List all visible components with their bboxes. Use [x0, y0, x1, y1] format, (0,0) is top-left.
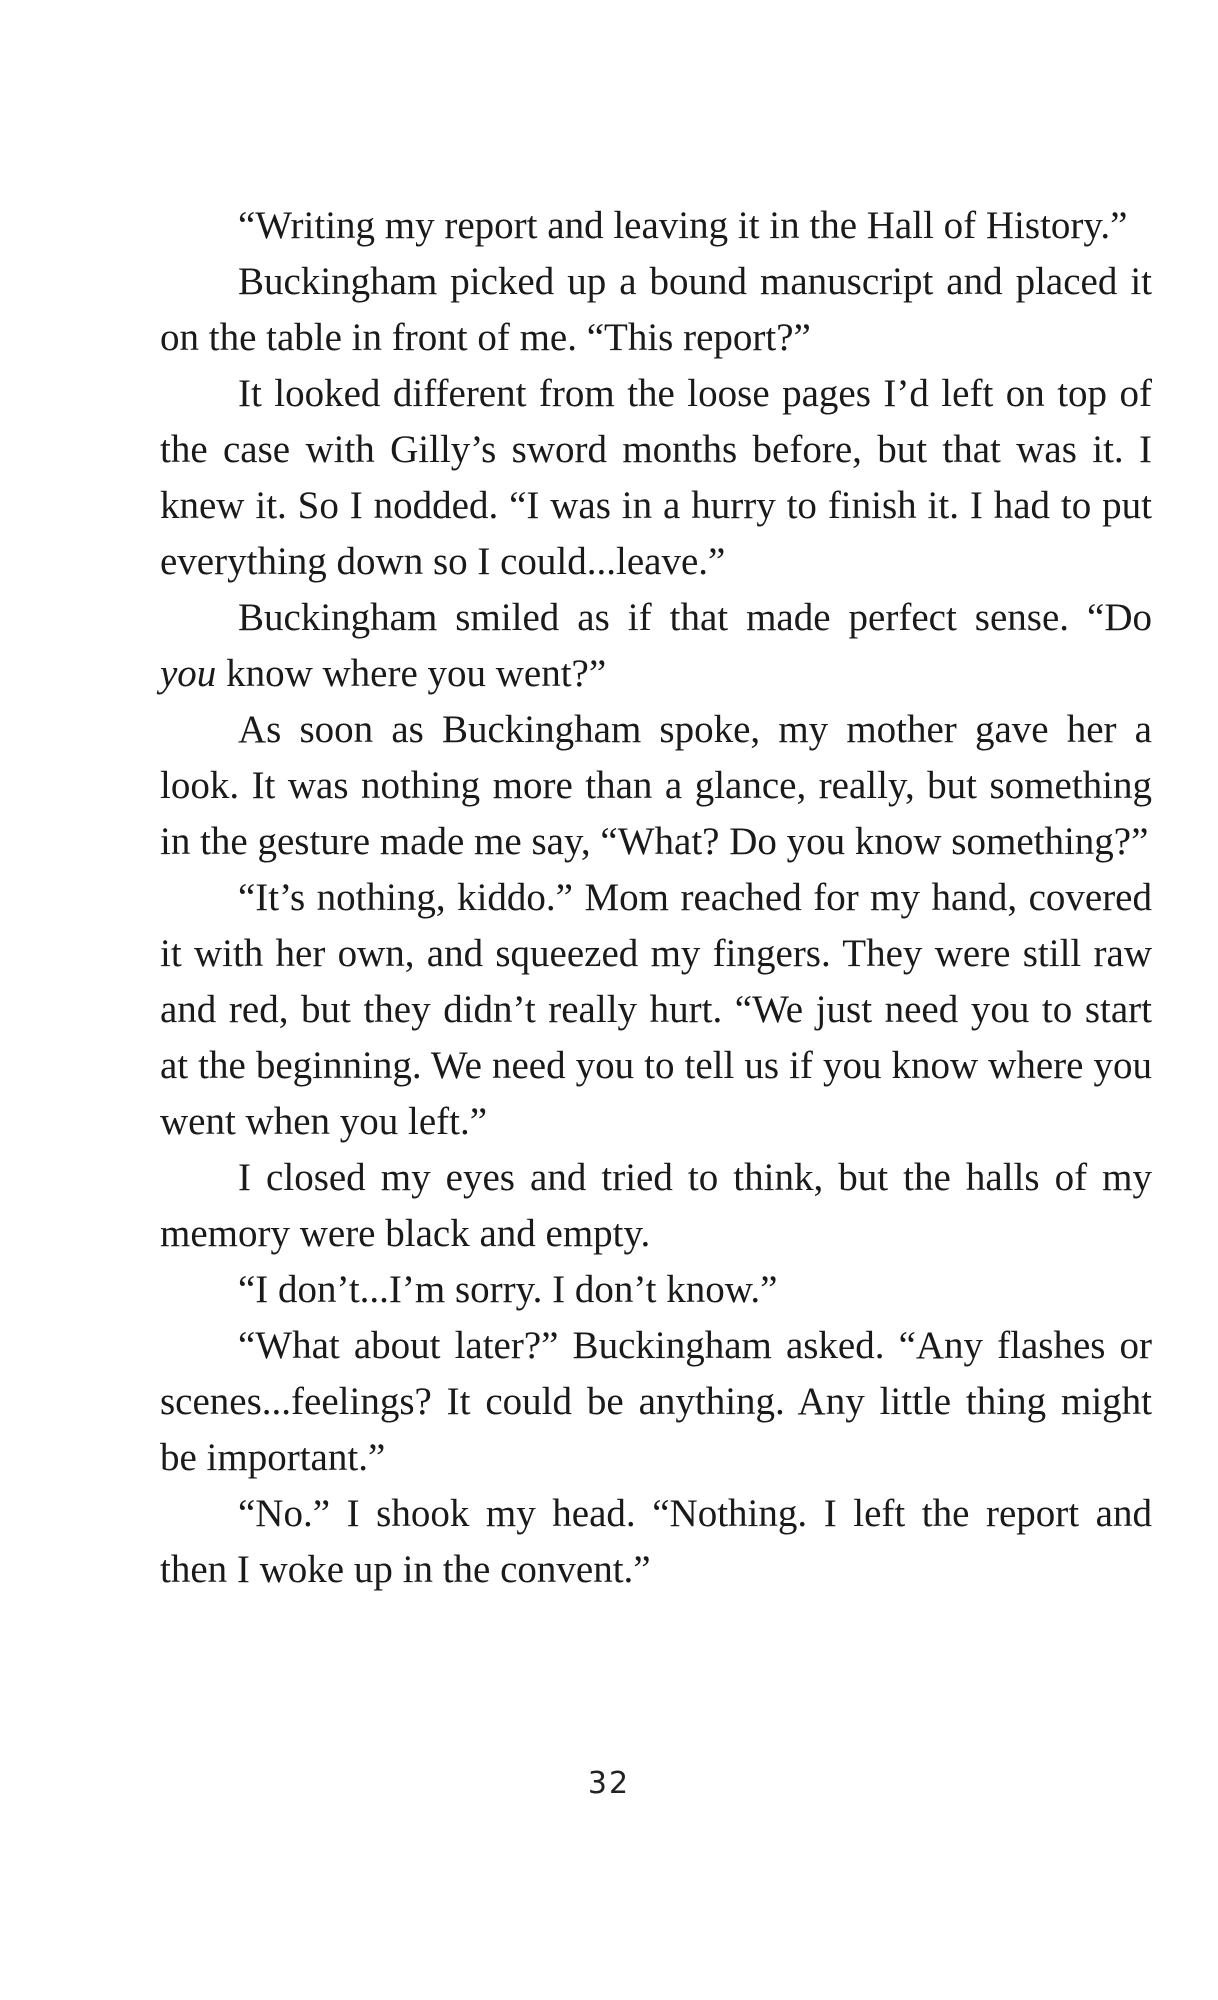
paragraph-4-part-3: know where you went?” [216, 652, 607, 695]
paragraph-7: I closed my eyes and tried to think, but the halls of my memory were black and empty. [160, 1156, 1152, 1255]
body-text [160, 198, 1152, 1598]
paragraph-6: “It’s nothing, kiddo.” Mom reached for my hand, covered it with her own, and squeezed my fingers. They were still raw and red, but they didn’t really hurt. “We just need you to start at the beginning. We need you to tell us if you know where you went when you left.” [160, 876, 1152, 1143]
paragraph-4 [160, 590, 1152, 702]
paragraph-4-part-1: Buckingham smiled as if that made perfect sense. “Do [238, 596, 1152, 639]
paragraph-3: It looked different from the loose pages I’d left on top of the case with Gilly’s sword months before, but that was it. I knew it. So I nodded. “I was in a hurry to finish it. I had to put everything down so I could...leave.” [160, 372, 1152, 583]
paragraph-4-italic-you: you [160, 652, 217, 695]
paragraph-5: As soon as Buckingham spoke, my mother gave her a look. It was nothing more than a glance, really, but something in the gesture made me say, “What? Do you know something?” [160, 708, 1152, 863]
paragraph-10: “No.” I shook my head. “Nothing. I left the report and then I woke up in the convent.” [160, 1492, 1152, 1591]
paragraph-2: Buckingham picked up a bound manuscript and placed it on the table in front of me. “This report?” [160, 260, 1152, 359]
paragraph-1: “Writing my report and leaving it in the Hall of History.” [238, 204, 1128, 247]
paragraph-8: “I don’t...I’m sorry. I don’t know.” [238, 1268, 778, 1311]
paragraph-9: “What about later?” Buckingham asked. “Any flashes or scenes...feelings? It could be anything. Any little thing might be important.” [160, 1324, 1152, 1479]
page-number: 32 [587, 1766, 631, 1801]
